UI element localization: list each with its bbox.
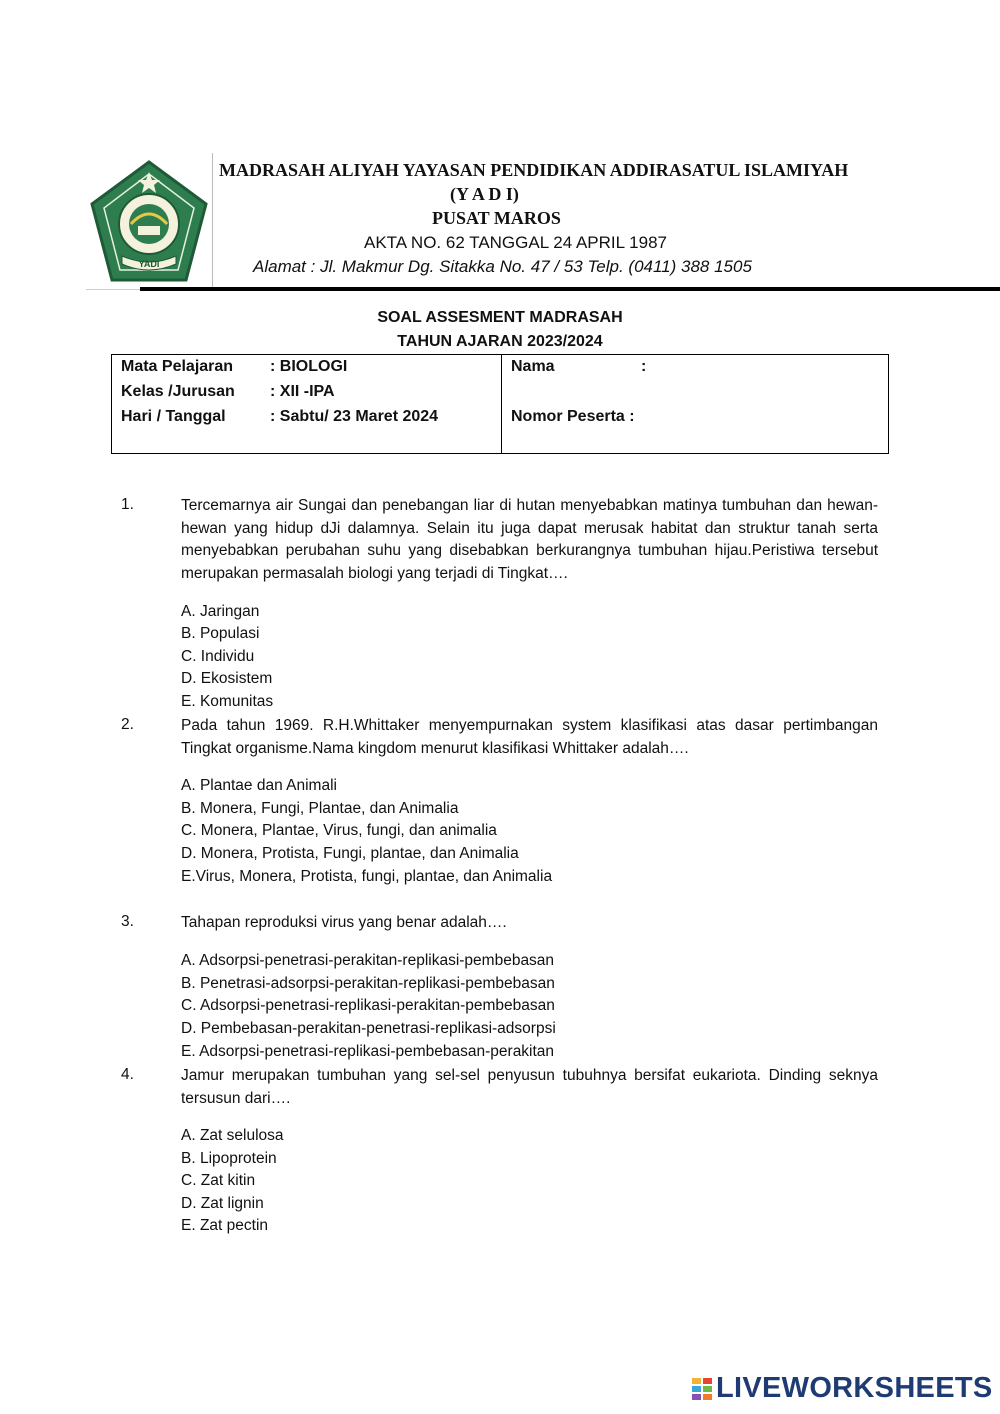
option-e[interactable]: E. Komunitas — [181, 693, 274, 710]
option-e[interactable]: E. Adsorpsi-penetrasi-replikasi-pembebasan-perakitan — [181, 1043, 555, 1060]
option-d[interactable]: D. Ekosistem — [181, 670, 273, 687]
option-c[interactable]: C. Monera, Plantae, Virus, fungi, dan animalia — [181, 822, 497, 839]
option-a[interactable]: A. Zat selulosa — [181, 1127, 284, 1144]
school-address: Alamat : Jl. Makmur Dg. Sitakka No. 47 / 53 Telp. (0411) 388 1505 — [253, 257, 752, 276]
svg-text:YADI: YADI — [138, 259, 160, 269]
option-b[interactable]: B. Populasi — [181, 625, 260, 642]
class-label: Kelas /Jurusan — [121, 383, 235, 400]
date-value: : Sabtu/ 23 Maret 2024 — [270, 408, 439, 425]
question-number: 2. — [121, 716, 134, 733]
letterhead-rule — [140, 287, 1000, 291]
question-text: Tercemarnya air Sungai dan penebangan liar di hutan menyebabkan matinya tumbuhan dan hewan-hewan yang hidup dJi dalamnya. Selain itu juga dapat merusak habitat dan struktur tanah serta menyebabkan perubahan suhu yang disebabkan berkurangnya tumbuhan hijau.Peristiwa tersebut merupakan permasalah biologi yang terjadi di Tingkat…. — [181, 497, 878, 582]
question-text: Pada tahun 1969. R.H.Whittaker menyempurnakan system klasifikasi atas dasar pertimbangan Tingkat organisme.Nama kingdom menurut klasifikasi Whittaker adalah…. — [181, 717, 878, 757]
document-title: SOAL ASSESMENT MADRASAH — [377, 309, 623, 326]
option-a[interactable]: A. Plantae dan Animali — [181, 777, 337, 794]
option-c[interactable]: C. Adsorpsi-penetrasi-replikasi-perakitan-pembebasan — [181, 997, 555, 1014]
question-text: Tahapan reproduksi virus yang benar adalah…. — [181, 914, 507, 931]
liveworksheets-logo-icon — [692, 1378, 712, 1400]
question-number: 4. — [121, 1066, 134, 1083]
option-a[interactable]: A. Adsorpsi-penetrasi-perakitan-replikasi-pembebasan — [181, 952, 555, 969]
option-d[interactable]: D. Monera, Protista, Fungi, plantae, dan Animalia — [181, 845, 519, 862]
question-text: Jamur merupakan tumbuhan yang sel-sel penyusun tubuhnya bersifat eukariota. Dinding seknya tersusun dari…. — [181, 1067, 878, 1107]
option-c[interactable]: C. Zat kitin — [181, 1172, 256, 1189]
question-number: 1. — [121, 496, 134, 513]
option-b[interactable]: B. Monera, Fungi, Plantae, dan Animalia — [181, 800, 459, 817]
subject-label: Mata Pelajaran — [121, 358, 234, 375]
option-b[interactable]: B. Lipoprotein — [181, 1150, 277, 1167]
option-e[interactable]: E.Virus, Monera, Protista, fungi, plantae, dan Animalia — [181, 868, 553, 885]
option-c[interactable]: C. Individu — [181, 648, 255, 665]
option-d[interactable]: D. Zat lignin — [181, 1195, 264, 1212]
school-name: MADRASAH ALIYAH YAYASAN PENDIDIKAN ADDIRASATUL ISLAMIYAH — [219, 160, 849, 180]
option-b[interactable]: B. Penetrasi-adsorpsi-perakitan-replikasi-pembebasan — [181, 975, 555, 992]
school-branch: PUSAT MAROS — [432, 208, 561, 228]
subject-value: : BIOLOGI — [270, 358, 348, 375]
watermark-text: LIVEWORKSHEETS — [716, 1372, 993, 1404]
participant-number-field[interactable]: Nomor Peserta : — [511, 408, 635, 425]
option-a[interactable]: A. Jaringan — [181, 603, 260, 620]
date-label: Hari / Tanggal — [121, 408, 226, 425]
info-box-divider — [501, 354, 502, 454]
school-abbreviation: (Y A D I) — [450, 184, 519, 204]
name-label: Nama — [511, 358, 555, 375]
school-year: TAHUN AJARAN 2023/2024 — [397, 333, 603, 350]
option-d[interactable]: D. Pembebasan-perakitan-penetrasi-replikasi-adsorpsi — [181, 1020, 556, 1037]
deed-number: AKTA NO. 62 TANGGAL 24 APRIL 1987 — [364, 233, 668, 252]
class-value: : XII -IPA — [270, 383, 335, 400]
logo-divider — [212, 153, 213, 289]
question-number: 3. — [121, 913, 134, 930]
option-e[interactable]: E. Zat pectin — [181, 1217, 269, 1234]
school-logo — [86, 152, 212, 290]
name-field[interactable]: : — [641, 358, 647, 375]
